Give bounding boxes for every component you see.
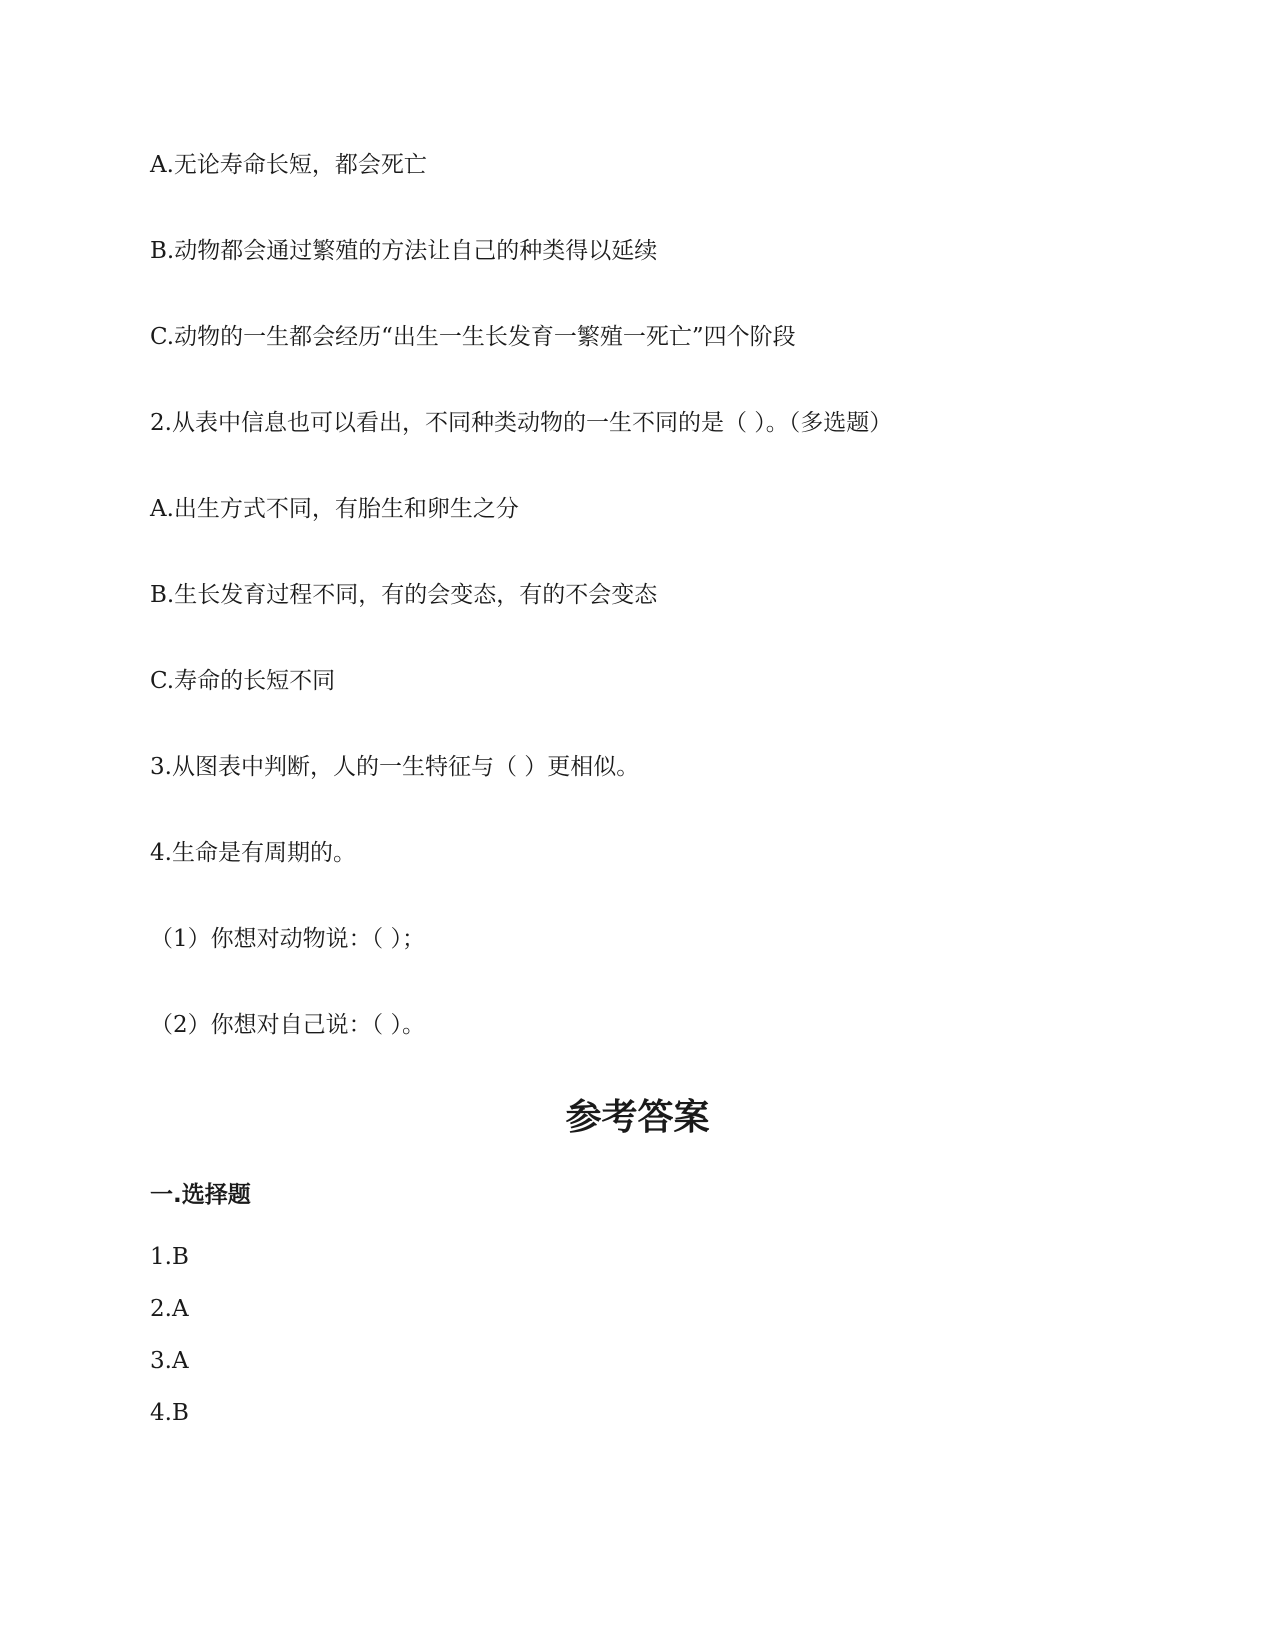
section-heading: 一.选择题 [150,1182,251,1208]
q2-option-c: C.寿命的长短不同 [150,668,336,694]
answer-item: 3.A [150,1348,189,1374]
q1-option-a: A.无论寿命长短，都会死亡 [150,152,427,178]
q3-stem: 3.从图表中判断，人的一生特征与（ ）更相似。 [150,754,640,780]
answer-item: 2.A [150,1296,189,1322]
q2-option-a: A.出生方式不同，有胎生和卵生之分 [150,496,519,522]
q1-option-b: B.动物都会通过繁殖的方法让自己的种类得以延续 [150,238,658,264]
q4-sub-1: （1）你想对动物说：（ ）； [150,926,425,952]
q4-sub-2: （2）你想对自己说：（ ）。 [150,1012,425,1038]
answer-item: 1.B [150,1244,189,1270]
q2-option-b: B.生长发育过程不同，有的会变态，有的不会变态 [150,582,658,608]
q4-stem: 4.生命是有周期的。 [150,840,356,866]
answer-title: 参考答案 [565,1097,710,1138]
answer-item: 4.B [150,1400,189,1426]
q2-stem: 2.从表中信息也可以看出，不同种类动物的一生不同的是（ ）。（多选题） [150,410,893,436]
q1-option-c: C.动物的一生都会经历“出生一生长发育一繁殖一死亡”四个阶段 [150,324,796,350]
